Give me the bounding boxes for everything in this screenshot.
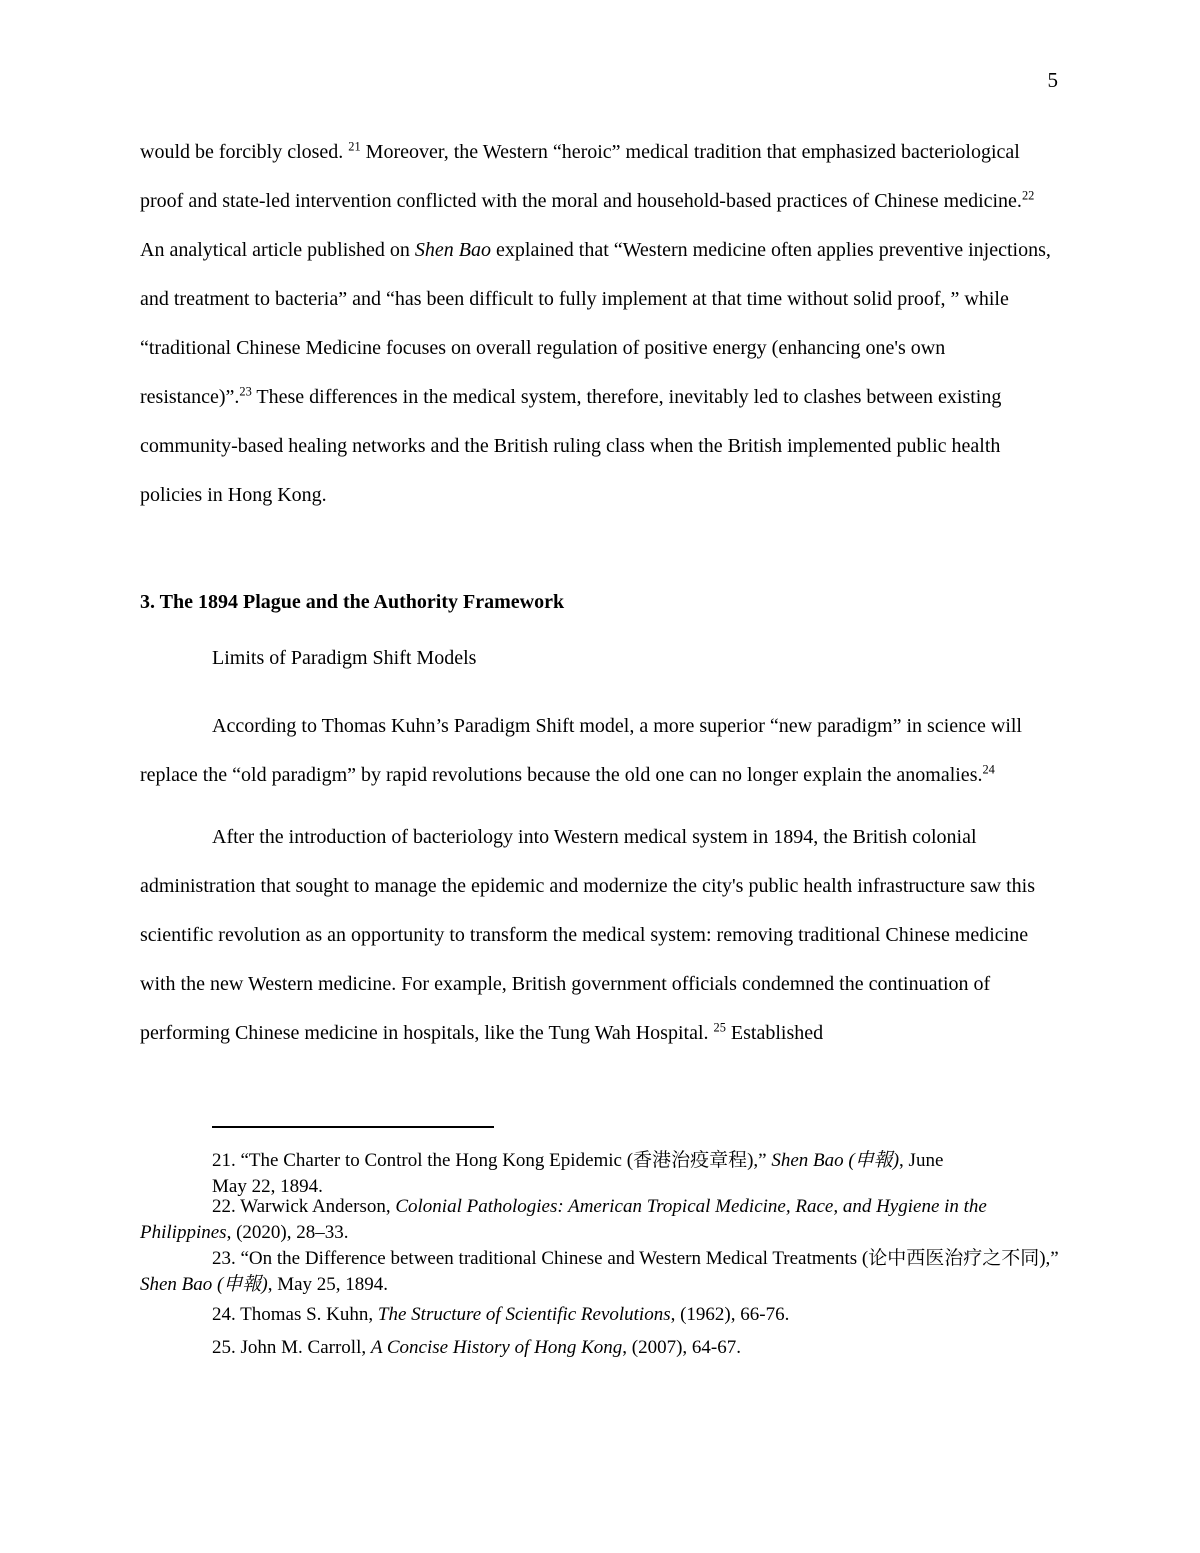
subsection-heading: Limits of Paradigm Shift Models <box>212 647 477 669</box>
footnote-24: 24. Thomas S. Kuhn, The Structure of Scientific Revolutions, (1962), 66-76. <box>212 1304 790 1325</box>
footnote-25: 25. John M. Carroll, A Concise History of Hong Kong, (2007), 64-67. <box>212 1337 741 1358</box>
footnote-22: 22. Warwick Anderson, Colonial Pathologies: American Tropical Medicine, Race, and Hygiene in the Philippines, (2020), 28–33. <box>140 1196 987 1243</box>
footnote-21 <box>140 1148 1060 1200</box>
page-number: 5 <box>1047 68 1058 92</box>
footnote-21-line-2: May 22, 1894. <box>212 1176 323 1197</box>
section-heading: 3. The 1894 Plague and the Authority Framework <box>140 591 565 613</box>
footnote-separator <box>212 1126 494 1128</box>
footnote-23: 23. “On the Difference between traditional Chinese and Western Medical Treatments (论中西医治疗之不同),” Shen Bao (申報), May 25, 1894. <box>140 1248 1059 1295</box>
body-paragraph-1: would be forcibly closed. $^{21}$ Moreover, the Western “heroic” medical tradition that emphasized bacteriological proof and state-led intervention conflicted with the moral and household-based practices of Chinese medicine.$^{22}$ An analytical article published on Shen Bao explained that “Western medicine often applies preventive injections, and treatment to bacteria” and “has been difficult to fully implement at that time without solid proof, ” while “traditional Chinese Medicine focuses on overall regulation of positive energy (enhancing one's own resistance)”.$^{23}$ These differences in the medical system, therefore, inevitably led to clashes between existing community-based healing networks and the British ruling class when the British implemented public health policies in Hong Kong. <box>140 139 1051 506</box>
footnotes-section <box>140 1148 1060 1361</box>
body-paragraph-2: According to Thomas Kuhn’s Paradigm Shift model, a more superior “new paradigm” in science will replace the “old paradigm” by rapid revolutions because the old one can no longer explain the anomalies.$^{24}$ <box>140 715 1022 786</box>
footnote-21-line-1: 21. “The Charter to Control the Hong Kong Epidemic (香港治疫章程),” Shen Bao (申報), June <box>212 1150 944 1171</box>
body-paragraph-3: After the introduction of bacteriology into Western medical system in 1894, the British colonial administration that sought to manage the epidemic and modernize the city's public health infrastructure saw this scientific revolution as an opportunity to transform the medical system: removing traditional Chinese medicine with the new Western medicine. For example, British government officials condemned the continuation of performing Chinese medicine in hospitals, like the Tung Wah Hospital. $^{25}$ Established <box>140 826 1036 1044</box>
